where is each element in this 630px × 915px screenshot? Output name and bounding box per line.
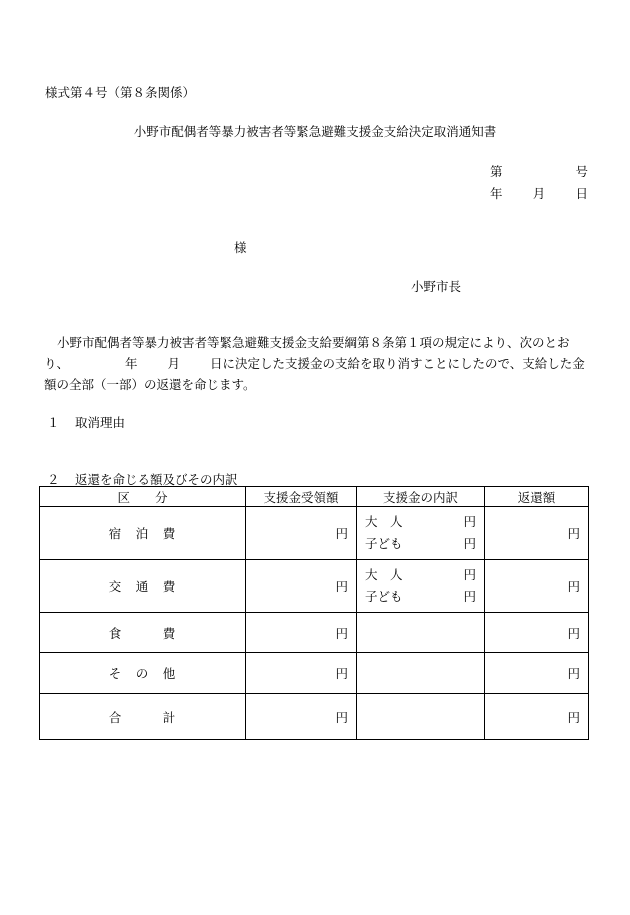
breakdown-cell	[357, 560, 485, 613]
child-label: 子ども	[365, 536, 403, 551]
header-refund: 返還額	[485, 487, 589, 507]
adult-yen: 円	[463, 514, 476, 529]
breakdown-cell	[357, 507, 485, 560]
adult-label: 大 人	[365, 514, 403, 529]
received-amount: 円	[246, 694, 357, 740]
date-year: 年	[490, 186, 503, 201]
row-label: 宿 泊 費	[40, 507, 246, 560]
child-yen: 円	[463, 589, 476, 604]
table-row	[40, 613, 589, 653]
refund-amount: 円	[485, 694, 589, 740]
refund-amount: 円	[485, 507, 589, 560]
section2-label: 返還を命じる額及びその内訳	[74, 472, 238, 487]
body-year: 年	[125, 356, 138, 371]
breakdown-cell	[357, 694, 485, 740]
section2-number: ２	[47, 472, 60, 487]
received-amount: 円	[246, 653, 357, 694]
refund-table	[39, 486, 589, 740]
refund-amount: 円	[485, 560, 589, 613]
section-cancel-reason	[47, 413, 125, 431]
row-label: そ の 他	[40, 653, 246, 694]
recipient-honorific: 様	[234, 240, 247, 255]
table-row	[40, 653, 589, 694]
breakdown-cell	[357, 653, 485, 694]
doc-number-suffix: 号	[575, 164, 588, 179]
body-paragraph	[44, 332, 592, 395]
document-title: 小野市配偶者等暴力被害者等緊急避難支援金支給決定取消通知書	[133, 124, 497, 139]
breakdown-cell	[357, 613, 485, 653]
child-label: 子ども	[365, 589, 403, 604]
section1-number: １	[47, 415, 60, 430]
table-header-row	[40, 487, 589, 507]
adult-yen: 円	[463, 567, 476, 582]
row-label: 合 計	[40, 694, 246, 740]
date-day: 日	[575, 186, 588, 201]
doc-number-prefix: 第	[490, 164, 503, 179]
header-breakdown: 支援金の内訳	[357, 487, 485, 507]
body-month: 月	[167, 356, 181, 371]
row-label: 食 費	[40, 613, 246, 653]
refund-amount: 円	[485, 653, 589, 694]
received-amount: 円	[246, 613, 357, 653]
received-amount: 円	[246, 560, 357, 613]
table-row	[40, 507, 589, 560]
received-amount: 円	[246, 507, 357, 560]
body-part1: 小野市配偶者等暴力被害者等緊急避難支援金支給要綱第８条第１項の規定により、次のとおり、	[44, 335, 570, 371]
refund-amount: 円	[485, 613, 589, 653]
form-number: 様式第４号（第８条関係）	[45, 85, 196, 100]
table-row	[40, 694, 589, 740]
body-part2: 日に決定した支援金の支給を取り消すことにしたので、支給した金額の全部（一部）の返還を命じます。	[44, 356, 585, 392]
table-row	[40, 560, 589, 613]
child-yen: 円	[463, 536, 476, 551]
document-meta	[490, 162, 588, 206]
section1-label: 取消理由	[74, 415, 125, 430]
header-received: 支援金受領額	[246, 487, 357, 507]
document-number-line	[490, 162, 588, 184]
issuer-name: 小野市長	[411, 279, 462, 294]
date-month: 月	[532, 186, 546, 201]
date-line	[490, 184, 588, 206]
header-category: 区 分	[40, 487, 246, 507]
row-label: 交 通 費	[40, 560, 246, 613]
adult-label: 大 人	[365, 567, 403, 582]
